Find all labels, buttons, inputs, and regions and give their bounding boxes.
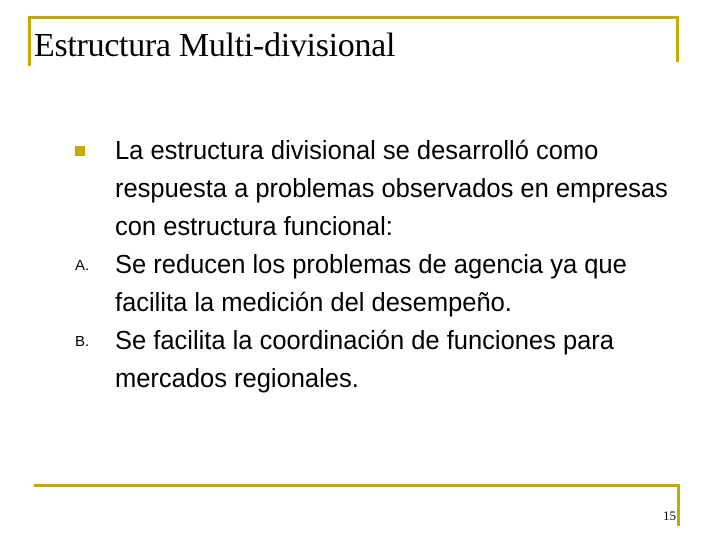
title-frame-right-rule [676,16,679,62]
bullet-marker-letter: B. [75,332,90,350]
bullet-text: La estructura divisional se desarrolló como respuesta a problemas observados en empresas con estructura funcional: [115,137,668,241]
footer-right-rule [677,484,680,526]
title-frame-top-rule [31,16,679,19]
bullet-item [0,132,720,246]
bullet-text: Se reducen los problemas de agencia ya que facilita la medición del desempeño. [115,251,627,317]
page-number: 15 [663,508,676,523]
bullet-item [0,246,720,322]
bullet-item [0,322,720,398]
square-bullet-icon [75,146,85,156]
square-bullet-shape [75,146,85,156]
bullet-marker-letter: A. [75,256,90,274]
slide-title: Estructura Multi-divisional [34,27,396,64]
footer-rule [34,484,680,487]
bullet-text: Se facilita la coordinación de funciones para mercados regionales. [115,327,614,393]
bullet-list [0,132,720,398]
title-frame-left-rule [28,16,31,66]
